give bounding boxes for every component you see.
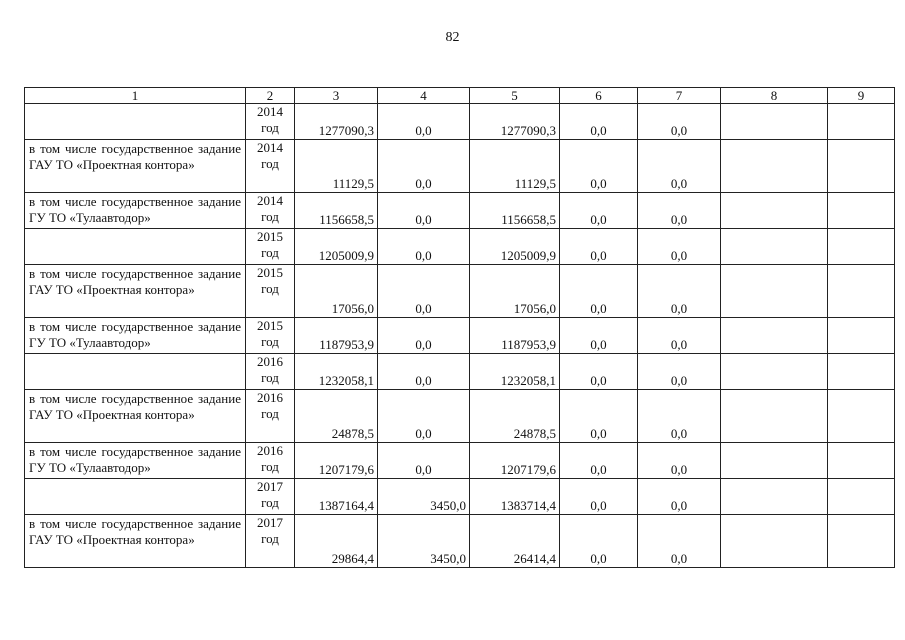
year-number: 2015 [257, 318, 283, 333]
value-cell [828, 515, 895, 568]
year-cell [246, 515, 295, 568]
value-cell: 0,0 [638, 193, 721, 229]
column-header: 1 [25, 88, 246, 104]
total-cell: 29864,4 [295, 515, 378, 568]
total-cell: 1205009,9 [295, 229, 378, 265]
year-number: 2017 [257, 479, 283, 494]
column-header: 8 [721, 88, 828, 104]
year-cell [246, 140, 295, 193]
value-cell [721, 390, 828, 443]
year-cell [246, 390, 295, 443]
total-cell: 1232058,1 [295, 354, 378, 390]
column-header: 2 [246, 88, 295, 104]
value-cell [828, 390, 895, 443]
value-cell: 3450,0 [378, 479, 470, 515]
value-cell: 3450,0 [378, 515, 470, 568]
value-cell: 0,0 [638, 104, 721, 140]
row-label [25, 354, 246, 390]
value-cell: 0,0 [378, 229, 470, 265]
column-header: 4 [378, 88, 470, 104]
value-cell: 0,0 [560, 265, 638, 318]
value-cell: 0,0 [560, 104, 638, 140]
value-cell [828, 479, 895, 515]
year-number: 2015 [257, 229, 283, 244]
table-row [25, 265, 895, 318]
value-cell: 1383714,4 [470, 479, 560, 515]
year-word: год [261, 495, 279, 510]
value-cell [828, 318, 895, 354]
value-cell: 0,0 [638, 443, 721, 479]
year-word: год [261, 406, 279, 421]
header-row [25, 88, 895, 104]
value-cell: 0,0 [378, 265, 470, 318]
year-cell [246, 265, 295, 318]
value-cell: 1187953,9 [470, 318, 560, 354]
value-cell: 0,0 [638, 354, 721, 390]
value-cell: 0,0 [378, 193, 470, 229]
year-cell [246, 479, 295, 515]
value-cell [828, 229, 895, 265]
value-cell [721, 515, 828, 568]
value-cell: 1156658,5 [470, 193, 560, 229]
value-cell: 1232058,1 [470, 354, 560, 390]
value-cell: 1207179,6 [470, 443, 560, 479]
year-word: год [261, 531, 279, 546]
total-cell: 1207179,6 [295, 443, 378, 479]
value-cell: 0,0 [378, 318, 470, 354]
table-row [25, 140, 895, 193]
column-header: 6 [560, 88, 638, 104]
column-header: 9 [828, 88, 895, 104]
total-cell: 17056,0 [295, 265, 378, 318]
value-cell: 1277090,3 [470, 104, 560, 140]
year-word: год [261, 281, 279, 296]
value-cell [828, 193, 895, 229]
table-row [25, 479, 895, 515]
value-cell: 26414,4 [470, 515, 560, 568]
value-cell: 17056,0 [470, 265, 560, 318]
value-cell: 0,0 [378, 104, 470, 140]
year-cell [246, 443, 295, 479]
year-number: 2016 [257, 443, 283, 458]
page-number: 82 [445, 30, 460, 45]
value-cell [721, 318, 828, 354]
table-row [25, 390, 895, 443]
row-label: в том числе государственное задание ГУ ТО «Тулаавтодор» [25, 193, 246, 229]
value-cell: 0,0 [378, 140, 470, 193]
value-cell [828, 443, 895, 479]
value-cell [721, 443, 828, 479]
row-label: в том числе государственное задание ГАУ ТО «Проектная контора» [25, 515, 246, 568]
table-row [25, 443, 895, 479]
value-cell: 0,0 [560, 193, 638, 229]
year-number: 2014 [257, 193, 283, 208]
year-number: 2014 [257, 104, 283, 119]
year-cell [246, 318, 295, 354]
value-cell [721, 229, 828, 265]
column-header: 5 [470, 88, 560, 104]
value-cell [721, 265, 828, 318]
total-cell: 1187953,9 [295, 318, 378, 354]
value-cell: 0,0 [638, 229, 721, 265]
year-word: год [261, 370, 279, 385]
row-label [25, 104, 246, 140]
value-cell: 0,0 [378, 354, 470, 390]
year-number: 2016 [257, 354, 283, 369]
value-cell: 0,0 [560, 354, 638, 390]
value-cell: 0,0 [560, 140, 638, 193]
row-label: в том числе государственное задание ГАУ ТО «Проектная контора» [25, 265, 246, 318]
year-word: год [261, 245, 279, 260]
value-cell: 24878,5 [470, 390, 560, 443]
year-number: 2016 [257, 390, 283, 405]
year-number: 2017 [257, 515, 283, 530]
value-cell: 0,0 [638, 515, 721, 568]
value-cell: 11129,5 [470, 140, 560, 193]
value-cell: 1205009,9 [470, 229, 560, 265]
year-cell [246, 354, 295, 390]
value-cell: 0,0 [560, 443, 638, 479]
value-cell: 0,0 [560, 479, 638, 515]
table-row [25, 515, 895, 568]
row-label: в том числе государственное задание ГАУ ТО «Проектная контора» [25, 140, 246, 193]
value-cell: 0,0 [638, 479, 721, 515]
total-cell: 11129,5 [295, 140, 378, 193]
value-cell: 0,0 [378, 390, 470, 443]
value-cell: 0,0 [560, 318, 638, 354]
value-cell [721, 479, 828, 515]
value-cell: 0,0 [638, 318, 721, 354]
total-cell: 1156658,5 [295, 193, 378, 229]
value-cell [721, 140, 828, 193]
total-cell: 1277090,3 [295, 104, 378, 140]
table-row [25, 104, 895, 140]
year-cell [246, 229, 295, 265]
year-word: год [261, 156, 279, 171]
value-cell [828, 265, 895, 318]
total-cell: 24878,5 [295, 390, 378, 443]
row-label: в том числе государственное задание ГУ ТО «Тулаавтодор» [25, 443, 246, 479]
row-label [25, 479, 246, 515]
value-cell [721, 193, 828, 229]
value-cell [828, 354, 895, 390]
year-number: 2014 [257, 140, 283, 155]
table-row [25, 318, 895, 354]
year-word: год [261, 334, 279, 349]
year-number: 2015 [257, 265, 283, 280]
table-row [25, 229, 895, 265]
column-header: 3 [295, 88, 378, 104]
column-header: 7 [638, 88, 721, 104]
year-cell [246, 193, 295, 229]
year-word: год [261, 209, 279, 224]
row-label: в том числе государственное задание ГУ ТО «Тулаавтодор» [25, 318, 246, 354]
value-cell [828, 104, 895, 140]
value-cell [721, 104, 828, 140]
table-row [25, 354, 895, 390]
value-cell: 0,0 [638, 140, 721, 193]
total-cell: 1387164,4 [295, 479, 378, 515]
year-word: год [261, 459, 279, 474]
value-cell: 0,0 [638, 390, 721, 443]
value-cell: 0,0 [638, 265, 721, 318]
value-cell [828, 140, 895, 193]
value-cell: 0,0 [560, 229, 638, 265]
value-cell: 0,0 [560, 390, 638, 443]
table-row [25, 193, 895, 229]
year-word: год [261, 120, 279, 135]
value-cell: 0,0 [378, 443, 470, 479]
row-label: в том числе государственное задание ГАУ ТО «Проектная контора» [25, 390, 246, 443]
year-cell [246, 104, 295, 140]
budget-table [24, 87, 895, 568]
row-label [25, 229, 246, 265]
value-cell [721, 354, 828, 390]
value-cell: 0,0 [560, 515, 638, 568]
